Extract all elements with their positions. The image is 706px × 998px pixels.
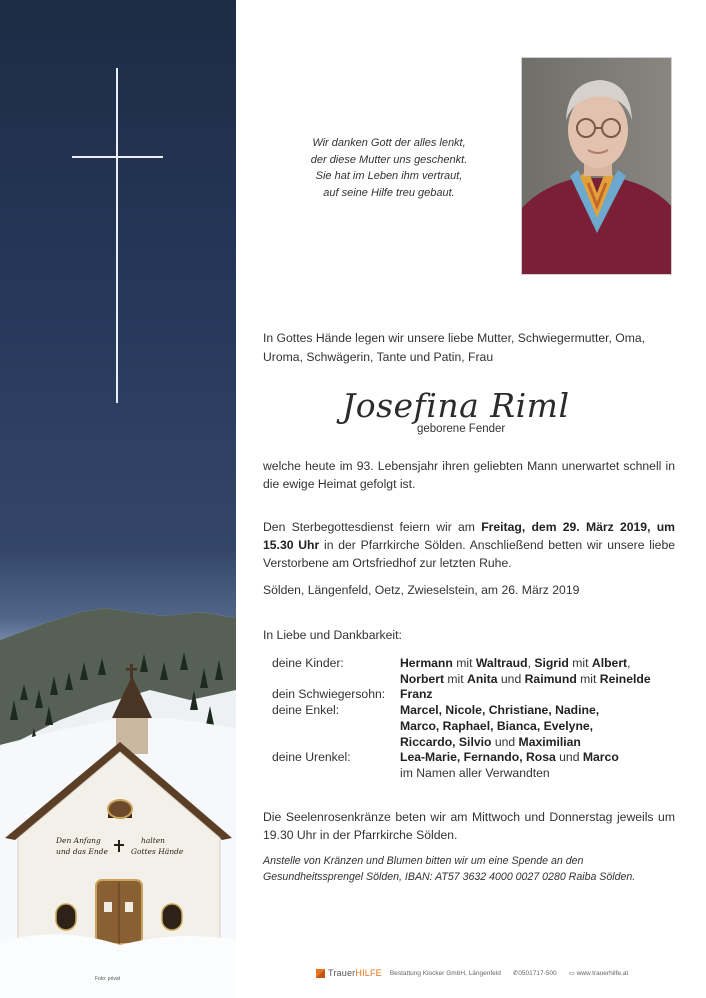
memorial-poem bbox=[278, 135, 500, 201]
intro-text: In Gottes Hände legen wir unsere liebe Mutter, Schwiegermutter, Oma, Uroma, Schwägerin, Tante und Patin, Frau bbox=[263, 331, 646, 364]
relatives-row-kinder-2 bbox=[272, 672, 676, 688]
relatives-label: deine Kinder: bbox=[272, 656, 344, 670]
poem-line: der diese Mutter uns geschenkt. bbox=[310, 153, 468, 166]
rosary-text: Die Seelenrosenkränze beten wir am Mittwoch und Donnerstag jeweils um 19.30 Uhr in der Pfarrkirche Sölden. bbox=[263, 810, 675, 842]
relatives-row-enkel-3 bbox=[272, 735, 676, 751]
deceased-name: Josefina Riml bbox=[342, 386, 570, 425]
poem-line: Sie hat im Leben ihm vertraut, bbox=[315, 170, 463, 182]
web-icon: ▭ bbox=[568, 970, 575, 977]
relatives-row-verwandte bbox=[272, 766, 676, 782]
relatives-value: im Namen aller Verwandten bbox=[400, 765, 550, 780]
donation-note: Anstelle von Kränzen und Blumen bitten wir um eine Spende an den Gesundheitssprengel Sölden, IBAN: AT57 3632 4000 0027 0280 Raiba Sölden. bbox=[263, 855, 636, 883]
relatives-value: Riccardo, Silvio und Maximilian bbox=[400, 734, 581, 749]
relatives-value: Marcel, Nicole, Christiane, Nadine, bbox=[400, 703, 600, 718]
relatives-row-enkel bbox=[272, 703, 676, 719]
relatives-list bbox=[272, 656, 676, 782]
birth-name: geborene Fender bbox=[417, 423, 506, 435]
footer-company: Bestattung Klocker GmbH, Längenfeld bbox=[389, 969, 501, 977]
trauerhilfe-logo-icon bbox=[316, 969, 325, 978]
decorative-side-panel bbox=[0, 0, 236, 998]
photo-credit: Foto: privat bbox=[95, 976, 121, 982]
chapel-inscription-right-2: Gottes Hände bbox=[131, 847, 184, 856]
place-and-date: Sölden, Längenfeld, Oetz, Zwieselstein, am 26. März 2019 bbox=[263, 583, 580, 597]
relatives-row-urenkel bbox=[272, 750, 676, 766]
relatives-value: Hermann mit Waltraud, Sigrid mit Albert, bbox=[400, 656, 631, 670]
relatives-row-enkel-2 bbox=[272, 719, 676, 735]
chapel-inscription-right-1: halten bbox=[141, 836, 165, 845]
relatives-label: deine Enkel: bbox=[272, 703, 340, 718]
relatives-label: deine Urenkel: bbox=[272, 750, 351, 765]
relatives-value: Marco, Raphael, Bianca, Evelyne, bbox=[400, 718, 594, 733]
footer-phone: 0501717-500 bbox=[518, 969, 557, 977]
relatives-row-kinder bbox=[272, 656, 676, 672]
relatives-label: dein Schwiegersohn: bbox=[272, 687, 386, 702]
chapel-inscription-left-1: Den Anfang bbox=[56, 836, 101, 845]
relatives-value: Franz bbox=[400, 687, 433, 702]
portrait-photo bbox=[521, 57, 672, 275]
poem-line: Wir danken Gott der alles lenkt, bbox=[312, 137, 466, 149]
service-date: Freitag, dem 29. März 2019, um 15.30 Uhr bbox=[263, 520, 675, 552]
funeral-service-text: Den Sterbegottesdienst feiern wir am Freitag, dem 29. März 2019, um 15.30 Uhr in der Pfarrkirche Sölden. Anschließend betten wir unsere liebe Verstorbene am Ortsfriedhof zur letzten Ruhe. bbox=[263, 520, 675, 570]
love-and-gratitude: In Liebe und Dankbarkeit: bbox=[263, 628, 402, 642]
phone-icon: ✆ bbox=[512, 970, 519, 977]
footer bbox=[316, 968, 628, 978]
relatives-value: Lea-Marie, Fernando, Rosa und Marco bbox=[400, 750, 619, 765]
footer-web[interactable]: www.trauerhilfe.at bbox=[576, 969, 629, 977]
mountain-chapel-illustration bbox=[0, 0, 236, 998]
relatives-value: Norbert mit Anita und Raimund mit Reinelde bbox=[400, 671, 651, 686]
passing-text: welche heute im 93. Lebensjahr ihren geliebten Mann unerwartet schnell in die ewige Heimat gefolgt ist. bbox=[263, 459, 675, 491]
relatives-row-schwiegersohn bbox=[272, 687, 676, 703]
chapel-inscription-left-2: und das Ende bbox=[56, 847, 108, 856]
trauerhilfe-logo-text: TrauerHILFE bbox=[328, 968, 382, 978]
poem-line: auf seine Hilfe treu gebaut. bbox=[323, 186, 455, 199]
